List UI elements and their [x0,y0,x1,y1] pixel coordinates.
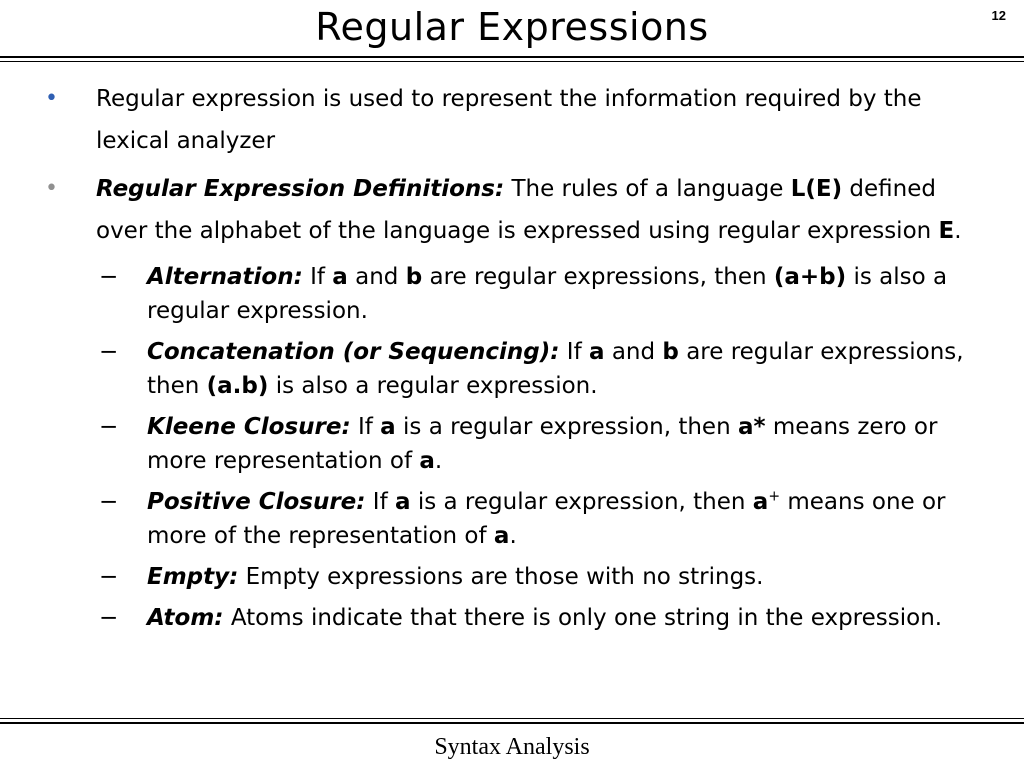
definition-term: Regular Expression Definitions: [96,176,505,202]
slide-body [0,78,1024,642]
bullet-text: . [954,218,962,244]
footer-rule-top [0,718,1024,719]
sub-item-text: If [302,264,333,290]
dash-icon: − [99,339,119,365]
sub-item-atom [0,601,1024,635]
slide-title: Regular Expressions [315,5,709,49]
dash-icon: − [99,264,119,290]
sub-item-text: is a regular expression, then [395,414,738,440]
sub-item-text: If [365,489,395,515]
footer-rule-bottom [0,722,1024,724]
bullet-dot-icon: • [45,86,58,111]
bold-text: (a+b) [773,264,847,290]
bold-text: L(E) [790,176,843,202]
header-rule-top [0,56,1024,58]
bold-text: a [419,448,435,474]
bullet-text: Regular expression is used to represent the information required by the lexical analyzer [96,86,922,154]
sub-item-term: Alternation: [147,264,303,290]
sub-item-text: and [604,339,663,365]
dash-icon: − [99,564,119,590]
bold-text: b [662,339,679,365]
bold-text: a [493,523,510,549]
dash-icon: − [99,414,119,440]
bullet-text: The rules of a language [504,176,791,202]
sub-item-text: are regular expressions, then [147,339,964,399]
sub-item-term: Kleene Closure: [147,414,351,440]
sub-item-text: is also a regular expression. [147,264,948,324]
page-number: 12 [991,8,1006,23]
sub-item-kleene-closure [0,410,1024,478]
sub-item-text: means zero or more representation of [147,414,938,474]
dash-icon: − [99,605,119,631]
bold-text: a* [737,414,766,440]
sub-item-text: . [434,448,443,474]
slide-footer: Syntax Analysis [434,734,590,760]
bold-text: a [588,339,605,365]
sub-item-text: If [559,339,589,365]
sub-item-empty [0,560,1024,594]
sub-item-term: Atom: [147,605,224,631]
bold-text: a [752,489,769,515]
sub-item-term: Positive Closure: [147,489,366,515]
superscript-plus: + [768,488,781,505]
sub-item-text: If [350,414,381,440]
sub-item-term: Empty: [147,564,239,590]
sub-item-text: and [347,264,406,290]
sub-item-text: Atoms indicate that there is only one string in the expression. [223,605,943,631]
bullet-item-1 [0,78,1024,162]
dash-icon: − [99,489,119,515]
sub-item-positive-closure [0,485,1024,553]
sub-item-text: . [509,523,517,549]
bold-text: a [395,489,411,515]
bold-text: E [938,218,955,244]
bold-text: a [380,414,396,440]
sub-item-alternation [0,260,1024,328]
bold-text: b [405,264,423,290]
bold-text: a [332,264,348,290]
sub-item-text: Empty expressions are those with no strings. [238,564,764,590]
sub-item-text: means one or more of the representation of [147,489,946,549]
sub-item-term: Concatenation (or Sequencing): [147,339,560,365]
sub-item-text: is a regular expression, then [410,489,753,515]
header-rule-bottom [0,61,1024,62]
bullet-item-2 [0,168,1024,252]
sub-item-text: is also a regular expression. [268,373,598,399]
bullet-text: defined over the alphabet of the language is expressed using regular expression [96,176,939,244]
sub-item-concatenation [0,335,1024,403]
bullet-dot-icon: • [45,176,58,201]
sub-item-text: are regular expressions, then [422,264,774,290]
bold-text: (a.b) [206,373,269,399]
